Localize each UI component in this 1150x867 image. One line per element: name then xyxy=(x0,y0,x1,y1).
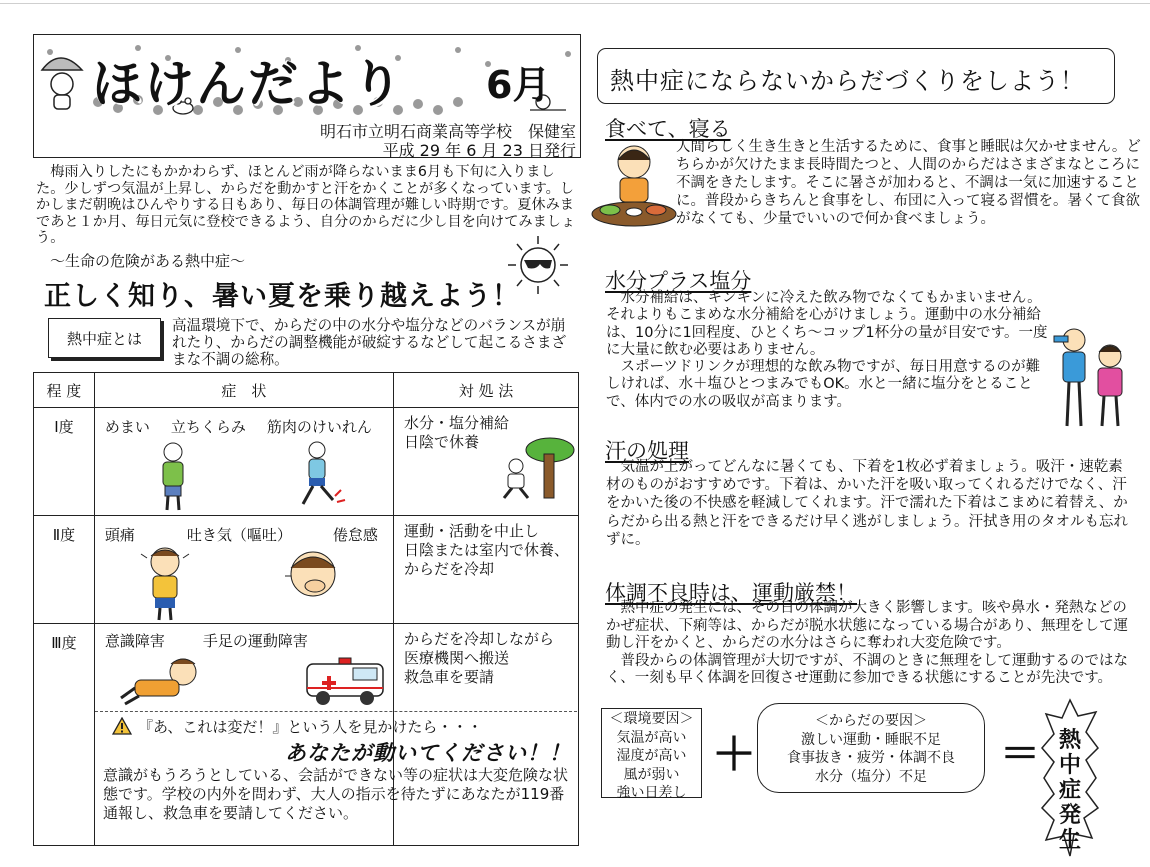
table-right-border xyxy=(578,711,579,845)
table-header: 症 状 xyxy=(94,373,393,408)
action-text: 水分・塩分補給 xyxy=(403,414,509,432)
section-heading: 水分プラス塩分 xyxy=(605,269,752,293)
children-drinking-icon xyxy=(1048,322,1138,432)
symptom-text: 倦怠感 xyxy=(332,526,378,544)
cramp-runner-icon xyxy=(287,438,351,508)
table-header: 対 処 法 xyxy=(393,373,578,408)
symptom-text: 筋肉のけいれん xyxy=(266,418,372,436)
table-bottom-border xyxy=(33,845,579,846)
section-subheading: ～生命の危険がある熱中症～ xyxy=(50,252,246,270)
factor-title: ＜環境要因＞ xyxy=(609,711,694,727)
warning-divider xyxy=(95,711,577,712)
issue-date: 平成 29 年 6 月 23 日発行 xyxy=(382,141,576,160)
section-body xyxy=(676,138,1143,228)
section-body: 水分補給は、キンキンに冷えた飲み物でなくてもかまいません。それよりもこまめな水分補給を心がけましょう。運動中の水分補給は、10分に1回程度、ひとくち～コップ1杯分の量が目安です。一度に大量に飲む必要はありません。 スポーツドリンクが理想的な飲み物ですが、毎日用意するのが難しければ、水＋塩ひとつまみでもOK。水と一緒に塩分をとることで、体内での水の吸収が高まります。 xyxy=(606,290,1048,410)
action-cell xyxy=(393,516,578,624)
action-text: からだを冷却 xyxy=(403,560,494,578)
headache-student-icon xyxy=(137,544,193,622)
intro-paragraph: 梅雨入りしたにもかかわらず、ほとんど雨が降らないまま6月も下旬に入りました。少しずつ気温が上昇し、からだを動かすと汗をかくことが多くなっています。しかしまだ朝晩はひんやりする日もあり、毎日の体調管理が難しい時期です。夏休みまであと１か月、毎日元気に登校できるよう、自分のからだに少し目を向けてみましょう。 xyxy=(36,164,576,246)
symptom-cell xyxy=(94,408,393,516)
body-factors xyxy=(757,712,985,786)
symptom-text: 吐き気（嘔吐） xyxy=(186,526,292,544)
school-name: 明石市立明石商業高等学校 保健室 xyxy=(319,122,576,141)
right-banner-text: 熱中症にならないからだづくりをしよう！ xyxy=(610,67,1085,95)
warning-callout: あなたが動いてください！！ xyxy=(285,741,571,765)
severity-level: Ⅲ度 xyxy=(34,624,95,846)
table-header: 程 度 xyxy=(34,373,95,408)
factor-item: 食事抜き・疲労・体調不良 xyxy=(787,750,955,766)
action-cell xyxy=(393,408,578,516)
section-body: 気温が上がってどんなに暑くても、下着を1枚必ず着ましょう。吸汗・速乾素材のものがおすすめです。下着は、かいた汗を吸い取ってくれるだけでなく、汗をかいた後の不快感を軽減してくれます。汗で濡れた下着はこまめに着替え、からだから出る熱と汗をできるだけ早く逃がしましょう。汗拭き用のタオルも忘れずに。 xyxy=(606,459,1128,548)
symptom-cell xyxy=(94,516,393,624)
action-text: 運動・活動を中止し xyxy=(403,522,539,540)
newsletter-title: ほけんだより xyxy=(92,55,404,113)
definition-text: 高温環境下で、からだの中の水分や塩分などのバランスが崩れたり、からだの調整機能が破綻するなどして起こるさまざまな不調の総称。 xyxy=(172,317,567,368)
action-text: 日陰または室内で休養、 xyxy=(403,541,569,559)
symptom-text: 意識障害 xyxy=(104,632,165,650)
main-heading: 正しく知り、暑い夏を乗り越えよう！ xyxy=(44,281,520,312)
umbrella-child-icon xyxy=(42,58,82,109)
factor-item: 湿度が高い xyxy=(616,748,687,764)
factor-item: 水分（塩分）不足 xyxy=(815,768,927,785)
resting-in-shade-icon xyxy=(494,436,576,502)
factor-item: 強い日差し xyxy=(616,785,687,801)
warning-icon xyxy=(112,717,132,735)
section-heading: 食べて、寝る xyxy=(605,117,731,141)
symptom-text: 立ちくらみ xyxy=(170,418,246,436)
section-body: 熱中症の発生には、その日の体調が大きく影響します。咳や鼻水・発熱などのかぜ症状、下痢等は、からだが脱水状態になっている場合があり、無理をして運動し汗をかくと、からだの水分はさらに奪われ大変危険です。 普段からの体調管理が大切ですが、不調のときに無理をして運動するのではなく、一刻も早く体調を回復させ運動に参加できる状態にすることが先決です。 xyxy=(606,600,1128,686)
factor-item: 激しい運動・睡眠不足 xyxy=(801,731,941,748)
ambulance-icon xyxy=(303,652,389,708)
action-text: からだを冷却しながら xyxy=(403,630,554,648)
factor-title: ＜からだの要因＞ xyxy=(815,713,927,729)
dizzy-student-icon xyxy=(153,440,193,512)
section-body-text: 人間らしく生き生きと生活するために、食事と睡眠は欠かせません。どちらかが欠けたまま長時間たつと、人間のからだはさまざまなところに不調をきたします。そこに暑さが加わると、不調は一気に加速することに。普段からきちんと食事をし、布団に入って寝る習慣を。暑くて食欲がなくても、少量でいいので何か食べましょう。 xyxy=(676,139,1141,227)
warning-line: 『あ、これは変だ！』という人を見かけたら・・・ xyxy=(138,718,483,736)
action-text: 医療機関へ搬送 xyxy=(403,649,509,667)
plus-sign: ＋ xyxy=(712,729,756,780)
warning-body: 意識がもうろうとしている、会話ができない等の症状は大変危険な状態です。学校の内外を問わず、大人の指示を待たずにあなたが119番通報し、救急車を要請してください。 xyxy=(103,766,569,822)
table-row xyxy=(34,408,579,516)
symptom-text: めまい xyxy=(104,418,150,436)
table-row xyxy=(34,516,579,624)
nauseous-person-icon xyxy=(281,546,343,606)
equals-sign: ＝ xyxy=(1000,731,1040,777)
collapsed-student-icon xyxy=(119,654,229,706)
result-heatstroke: 熱中症発生 xyxy=(1058,728,1081,853)
girl-eating-icon xyxy=(590,140,678,232)
factor-item: 風が弱い xyxy=(623,766,680,783)
section-heading: 体調不良時は、運動厳禁！ xyxy=(605,581,857,605)
issue-month: 6月 xyxy=(486,63,551,107)
environment-factors xyxy=(601,710,702,803)
top-rule xyxy=(0,3,1150,4)
section-heading: 汗の処理 xyxy=(605,439,689,463)
severity-level: Ⅰ度 xyxy=(34,408,95,516)
symptom-text: 頭痛 xyxy=(104,526,135,544)
factor-item: 気温が高い xyxy=(616,729,687,746)
definition-label: 熱中症とは xyxy=(66,330,142,348)
action-text: 救急車を要請 xyxy=(403,668,494,686)
severity-level: Ⅱ度 xyxy=(34,516,95,624)
table-header-row xyxy=(34,373,579,408)
symptom-text: 手足の運動障害 xyxy=(202,632,308,650)
action-text: 日陰で休養 xyxy=(403,433,479,451)
